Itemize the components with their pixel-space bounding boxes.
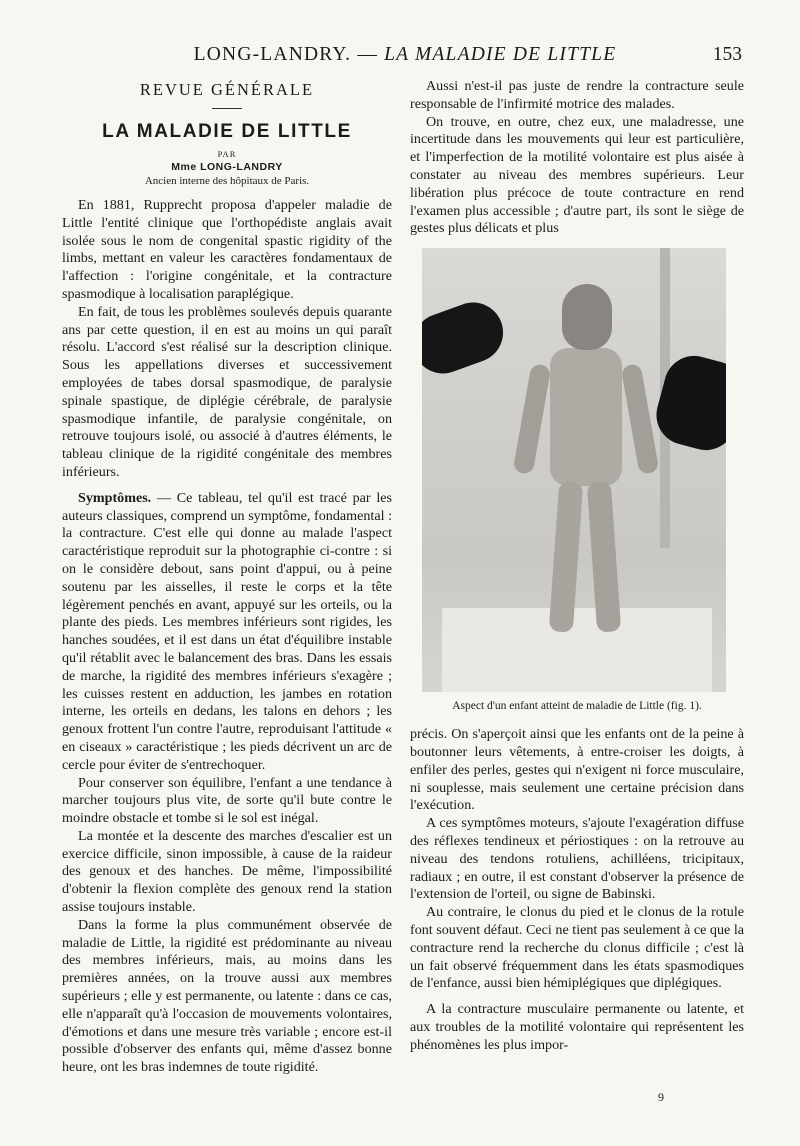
byline-par: PAR	[217, 149, 237, 159]
paragraph: On trouve, en outre, chez eux, une maladresse, une incertitude dans les mouvements qui leur est particulière, et l'imperfection de la motilité volontaire est plus aisée à constater au niveau des membres supérieurs. Leur libération plus précoce de toute contracture en rend l'examen plus accessible ; d'autre part, ils sont le siège de gestes plus délicats et plus	[410, 113, 744, 237]
running-dash: —	[351, 44, 385, 65]
left-column	[62, 78, 392, 1077]
paragraph-text: — Ce tableau, tel qu'il est tracé par les auteurs classiques, comprend un symptôme, fondamental : la contracture. C'est elle qui donne au malade l'aspect caractéristique reproduit sur la photographie ci-contre : si on le considère debout, sans point d'appui, ou à peine soutenu par les aisselles, il reste le corps et la tête légèrement penchés en avant, appuyé sur les orteils, ou la plante des pieds. Les membres inférieurs sont rigides, les hanches soudées, et il est dans un état d'équilibre instable qu'il rétablit avec le balancement des bras. Dans les essais de marche, la rigidité des membres inférieurs s'exagère ; les cuisses restent en adduction, les jambes en rotation interne, les orteils en dedans, les talons en dehors ; les genoux frottent l'un contre l'autre, reproduisant l'attitude « en ciseaux » caractéristique ; les pieds décrivent un arc de cercle pour éviter de s'entrechoquer.	[62, 489, 392, 773]
signature-mark: 9	[658, 1090, 664, 1104]
page-number: 153	[712, 44, 742, 65]
title-rule	[212, 108, 242, 109]
paragraph: A la contracture musculaire permanente ou latente, et aux troubles de la motilité volontaire qui représentent les phénomènes les plus impor-	[410, 1001, 744, 1053]
author-affiliation: Ancien interne des hôpitaux de Paris.	[144, 175, 310, 187]
paragraph: Au contraire, le clonus du pied et le clonus de la rotule font souvent défaut. Ceci ne tient pas seulement à ce que la contracture rend la recherche du clonus difficile ; c'est là un fait observé fréquemment dans les états spasmodiques de l'enfance, aussi bien hémiplégiques que diplégiques.	[410, 904, 744, 992]
figure-caption: Aspect d'un enfant atteint de maladie de Little (fig. 1).	[452, 700, 702, 713]
section-label: REVUE GÉNÉRALE	[139, 80, 315, 99]
paragraph: Dans la forme la plus communément observée de maladie de Little, la rigidité est prédominante au niveau des membres inférieurs, mais, au moins dans les premières années, on la trouve aussi aux membres supérieurs ; elle y est permanente, ou latente : dans ce cas, elle n'apparaît qu'à l'occasion de mouvements volontaires, d'émotions et dans une mesure très variable ; encore est-il possible d'observer des enfants qui, même d'assez bonne heure, ont les bras indemnes de toute rigidité.	[62, 916, 392, 1076]
paragraph: Aussi n'est-il pas juste de rendre la contracture seule responsable de l'infirmité motrice des malades.	[410, 78, 744, 112]
paragraph: A ces symptômes moteurs, s'ajoute l'exagération diffuse des réflexes tendineux et périostiques : on la retrouve au niveau des tendons rotuliens, achilléens, tricipitaux, radiaux ; en outre, il est constant d'observer la présence de l'extension de l'orteil, ou signe de Babinski.	[410, 815, 744, 903]
article-title: LA MALADIE DE LITTLE	[102, 121, 352, 142]
author-name: Mme LONG-LANDRY	[171, 161, 283, 173]
running-article-title: LA MALADIE DE LITTLE	[384, 44, 617, 65]
paragraph: En fait, de tous les problèmes soulevés depuis quarante ans par cette question, il en est au moins un qui paraît résolu. L'accord s'est réalisé sur la description clinique. Sous les appellations diverses et successivement employées de tabes dorsal spasmodique, de paralysie spinale spastique, de diplégie cérébrale, de paralysie spasmodique infantile, de paralysie congénitale, on retrouve toujours isolé, ou associé à d'autres éléments, le tableau clinique de la rigidité congénitale des membres inférieurs.	[62, 303, 392, 480]
photo-child-torso	[550, 348, 622, 486]
paragraph-symptomes	[62, 490, 392, 775]
running-author: LONG-LANDRY.	[193, 44, 352, 65]
figure-photo	[422, 248, 726, 692]
paragraph: Pour conserver son équilibre, l'enfant a une tendance à marcher toujours plus vite, de sorte qu'il bute contre le moindre obstacle et tombe si le sol est inégal.	[62, 774, 392, 827]
paragraph: précis. On s'aperçoit ainsi que les enfants ont de la peine à boutonner leurs vêtements, à entre-croiser les doigts, à enfiler des perles, gestes qui n'exigent ni force musculaire, ni souplesse, mais seulement une certaine précision dans l'exécution.	[410, 726, 744, 814]
photo-table	[442, 608, 712, 692]
photo-child-arm	[513, 363, 552, 475]
running-head	[0, 44, 800, 72]
photo-child-arm	[621, 363, 660, 475]
right-column	[410, 78, 744, 1055]
paragraph: En 1881, Rupprecht proposa d'appeler maladie de Little l'entité clinique que l'orthopédiste anglais avait isolée sous le nom de congenital spastic rigidity of the limbs, mettant en valeur les caractères fondamentaux de l'affection : l'origine congénitale, et la contracture spasmodique à localisation paraplégique.	[62, 197, 392, 302]
paragraph: La montée et la descente des marches d'escalier est un exercice difficile, sinon impossible, à cause de la raideur des genoux et des hanches. De même, l'impossibilité d'obtenir la flexion complète des genoux rend la station assise toujours instable.	[62, 827, 392, 916]
photo-child-head	[562, 284, 612, 350]
photo-supporting-arm-left	[422, 294, 511, 382]
running-title	[170, 44, 640, 66]
section-heading-symptomes: Symptômes.	[78, 489, 152, 506]
